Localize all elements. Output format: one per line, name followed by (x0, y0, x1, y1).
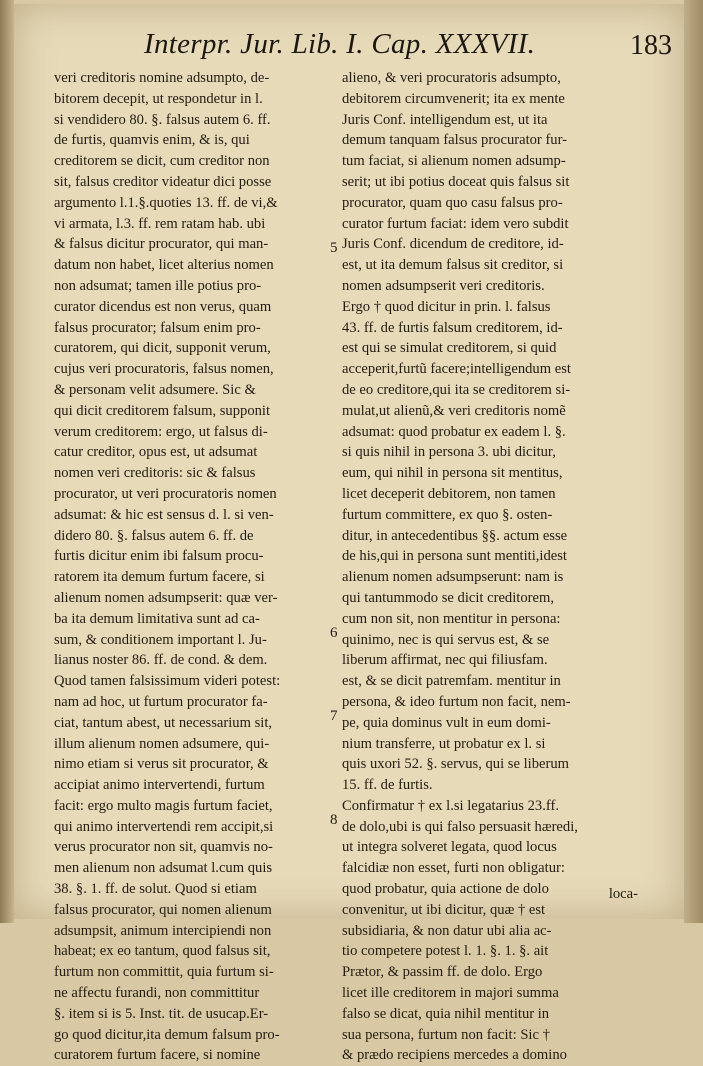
text-line: curatorem furtum facere, si nomine (54, 1047, 261, 1064)
text-line: furtum committere, ex quo §. osten- (342, 506, 553, 523)
text-line: quinimo, nec is qui servus est, & se (342, 631, 550, 648)
text-line: est, ut ita demum falsus sit creditor, si (342, 257, 564, 274)
margin-number: 6 (330, 625, 338, 641)
text-line: Prætor, & passim ff. de dolo. Ergo (342, 964, 543, 981)
text-line: didero 80. §. falsus autem 6. ff. de (54, 527, 254, 544)
text-line: subsidiaria, & non datur ubi alia ac- (342, 922, 552, 939)
text-line: curatorem, qui dicit, supponit verum, (54, 340, 271, 357)
text-line: demum tanquam falsus procurator fur- (342, 132, 568, 149)
text-line: tio competere potest l. 1. §. 1. §. ait (342, 943, 549, 960)
book-page (14, 4, 684, 1064)
running-title: Interpr. Jur. Lib. I. Cap. XXXVII. (144, 28, 536, 60)
margin-number: 5 (330, 240, 338, 256)
text-line: 43. ff. de furtis falsum creditorem, id- (342, 319, 563, 336)
text-line: & falsus dicitur procurator, qui man- (54, 236, 269, 253)
text-line: nam ad hoc, ut furtum procurator fa- (54, 693, 268, 710)
page-number: 183 (630, 30, 672, 61)
text-line: go quod dicitur,ita demum falsum pro- (54, 1026, 280, 1043)
text-line: curator furtum faciat: idem vero subdit (342, 215, 569, 232)
text-line: alienum nomen adsumpserit: quæ ver- (54, 589, 278, 606)
text-line: non adsumat; tamen ille potius pro- (54, 277, 262, 294)
text-line: nomen veri creditoris: sic & falsus (54, 465, 256, 482)
text-line: Juris Conf. intelligendum est, ut ita (342, 111, 548, 128)
text-line: licet deceperit debitorem, non tamen (342, 485, 556, 502)
text-line: cum non sit, non mentitur in persona: (342, 610, 561, 627)
text-line: vi armata, l.3. ff. rem ratam hab. ubi (54, 215, 266, 232)
text-line: illum alienum nomen adsumere, qui- (54, 735, 270, 752)
text-line: adsumat: & hic est sensus d. l. si ven- (54, 506, 274, 523)
text-line: est, & se dicit patremfam. mentitur in (342, 673, 561, 690)
text-line: ba ita demum limitativa sunt ad ca- (54, 610, 260, 627)
right-column (342, 68, 642, 1066)
text-line: qui animo intervertendi rem accipit,si (54, 818, 274, 835)
text-line: convenitur, ut ibi dicitur, quæ † est (342, 901, 546, 918)
text-line: Confirmatur † ex l.si legatarius 23.ff. (342, 797, 559, 814)
text-line: serit; ut ibi potius doceat quis falsus sit (342, 173, 570, 190)
text-line: Quod tamen falsissimum videri potest: (54, 673, 281, 690)
page-header (14, 28, 684, 68)
text-line: bitorem decepit, ut respondetur in l. (54, 90, 263, 107)
text-line: alieno, & veri procuratoris adsumpto, (342, 70, 561, 86)
text-line: alienum nomen adsumpserunt: nam is (342, 569, 564, 586)
text-line: creditorem se dicit, cum creditor non (54, 153, 270, 170)
page-edge (684, 0, 703, 923)
text-line: nomen adsumpserit veri creditoris. (342, 277, 545, 294)
text-line: ne affectu furandi, non committitur (54, 985, 260, 1002)
text-line: sua persona, furtum non facit: Sic † (342, 1026, 550, 1043)
text-line: accipiat animo intervertendi, furtum (54, 777, 265, 794)
text-line: ratorem ita demum furtum facere, si (54, 569, 265, 586)
book-gutter (0, 0, 14, 923)
text-line: de dolo,ubi is qui falso persuasit hæredi, (342, 818, 578, 835)
text-line: veri creditoris nomine adsumpto, de- (54, 70, 270, 86)
text-line: Ergo † quod dicitur in prin. l. falsus (342, 298, 551, 315)
text-line: facit: ergo multo magis furtum faciet, (54, 797, 273, 814)
text-line: ciat, tantum abest, ut necessarium sit, (54, 714, 273, 731)
text-line: sit, falsus creditor videatur dici posse (54, 173, 272, 190)
text-line: Juris Conf. dicendum de creditore, id- (342, 236, 564, 253)
text-line: de his,qui in persona sunt mentiti,idest (342, 548, 567, 565)
text-line: catur creditor, opus est, ut adsumat (54, 444, 258, 461)
text-line: liberum affirmat, nec qui filiusfam. (342, 652, 548, 669)
text-line: persona, & ideo furtum non facit, nem- (342, 693, 571, 710)
text-line: mulat,ut alienũ,& veri creditoris nomẽ (342, 402, 566, 419)
text-line: eum, qui nihil in persona sit mentitus, (342, 465, 563, 482)
text-line: & personam velit adsumere. Sic & (54, 381, 256, 398)
text-line: verus procurator non sit, quamvis no- (54, 839, 273, 856)
text-line: lianus noster 86. ff. de cond. & dem. (54, 652, 268, 669)
text-line: licet ille creditorem in majori summa (342, 985, 559, 1002)
text-line: debitorem circumvenerit; ita ex mente (342, 90, 565, 107)
text-line: falso se dicat, quia nihil mentitur in (342, 1005, 550, 1022)
text-line: furtis dicitur enim ibi falsum procu- (54, 548, 264, 565)
text-line: procurator, quam quo casu falsus pro- (342, 194, 563, 211)
text-line: si quis nihil in persona 3. ubi dicitur, (342, 444, 556, 461)
text-line: falcidiæ non esset, furti non obligatur: (342, 860, 565, 877)
left-column (54, 68, 330, 1066)
text-line: §. item si is 5. Inst. tit. de usucap.Er- (54, 1005, 269, 1022)
text-line: qui dicit creditorem falsum, supponit (54, 402, 271, 419)
text-line: datum non habet, licet alterius nomen (54, 257, 274, 274)
text-line: 38. §. 1. ff. de solut. Quod si etiam (54, 881, 257, 898)
margin-number: 8 (330, 812, 338, 828)
text-line: argumento l.1.§.quoties 13. ff. de vi,& (54, 194, 278, 211)
catchword: loca- (608, 886, 638, 902)
text-line: 15. ff. de furtis. (342, 777, 433, 794)
text-line: pe, quia dominus vult in eum domi- (342, 714, 551, 731)
text-line: ditur, in antecedentibus §§. actum esse (342, 527, 568, 544)
text-line: sum, & conditionem important l. Ju- (54, 631, 267, 648)
text-line: falsus procurator; falsum enim pro- (54, 319, 261, 336)
text-line: quis uxori 52. §. servus, qui se liberum (342, 756, 569, 773)
text-line: est qui se simulat creditorem, si quid (342, 340, 557, 357)
text-line: ut integra solveret legata, quod locus (342, 839, 557, 856)
text-line: nimo etiam si verus sit procurator, & (54, 756, 269, 773)
text-line: adsumpsit, animum intercipiendi non (54, 922, 272, 939)
text-line: de furtis, quamvis enim, & is, qui (54, 132, 250, 149)
text-line: de eo creditore,qui ita se creditorem si- (342, 381, 571, 398)
text-line: acceperit,furtũ facere;intelligendum est (342, 361, 571, 378)
text-line: si vendidero 80. §. falsus autem 6. ff. (54, 111, 271, 128)
text-line: quod probatur, quia actione de dolo (342, 881, 549, 898)
text-line: cujus veri procuratoris, falsus nomen, (54, 361, 274, 378)
margin-number: 7 (330, 708, 338, 724)
text-line: qui tantummodo se dicit creditorem, (342, 589, 554, 606)
text-line: falsus procurator, qui nomen alienum (54, 901, 272, 918)
text-line: procurator, ut veri procuratoris nomen (54, 485, 277, 502)
text-line: furtum non committit, quia furtum si- (54, 964, 274, 981)
text-line: habeat; ex eo tantum, quod falsus sit, (54, 943, 271, 960)
text-line: adsumat: quod probatur ex eadem l. §. (342, 423, 566, 440)
text-line: nium transferre, ut probatur ex l. si (342, 735, 546, 752)
text-line: verum creditorem: ergo, ut falsus di- (54, 423, 268, 440)
text-line: & prædo recipiens mercedes a domino (342, 1047, 567, 1064)
text-line: tum faciat, si alienum nomen adsump- (342, 153, 566, 170)
text-line: curator dicendus est non verus, quam (54, 298, 272, 315)
text-line: men alienum non adsumat l.cum quis (54, 860, 273, 877)
